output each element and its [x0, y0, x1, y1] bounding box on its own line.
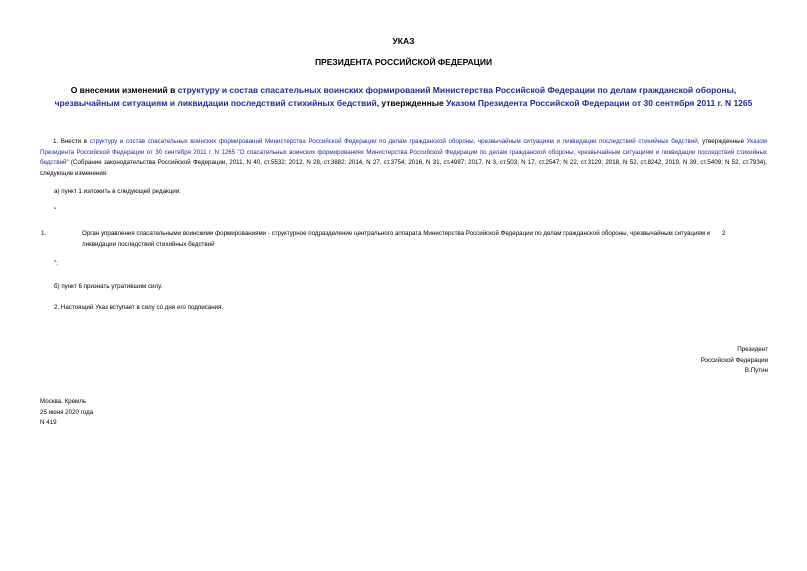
table-row-text: Орган управления спасательными воинскими формированиями - структурное подразделение центрального аппарата Министерства Российской Федерации по делам гражданской обороны, чрезвычайным ситуациям и ликвидации последствий стихийных бедствий	[82, 230, 711, 248]
para1-link-decree[interactable]: Указом Президента Российской Федерации от 30 сентября 2011 г. N 1265 "О спасательных воинских формированиях Министерства Российской Федерации по делам гражданской обороны, чрезвычайным ситуациям и ликвидации последствий стихийных бедствий"	[40, 138, 767, 166]
title-text: О внесении изменений в	[70, 85, 178, 95]
signature-country: Российской Федерации	[700, 356, 768, 364]
footer-place: Москва, Кремль	[40, 398, 87, 405]
title-link-decree[interactable]: Указом Президента Российской Федерации от 30 сентября 2011 г. N 1265	[446, 98, 753, 108]
title-link-structure-cont[interactable]: чрезвычайным ситуациям и ликвидации последствий стихийных бедствий	[54, 98, 377, 108]
para1-text: 1. Внести в	[53, 138, 90, 145]
para1-text-3: (Собрание законодательства Российской Федерации, 2011, N 40, ст.5532; 2012, N 28, ст.3882; 2014, N 27, ст.3754; 2016, N 31, ст.4987; 2017, N 3, ст.503; N 17, ст.2547; N 22, ст.3129; 2018, N 52, ст.8242; 2019, N 39, ст.5409; N 52, ст.7934), следующие изменения:	[40, 159, 767, 177]
signature-name: В.Путин	[744, 367, 768, 374]
item-b: б) пункт 6 признать утратившим силу.	[54, 283, 163, 290]
paragraph-2: 2. Настоящий Указ вступает в силу со дня его подписания.	[54, 304, 224, 311]
footer-date: 25 июня 2020 года	[40, 408, 94, 416]
footer-block	[40, 397, 93, 429]
decree-issuer: ПРЕЗИДЕНТА РОССИЙСКОЙ ФЕДЕРАЦИИ	[314, 57, 493, 67]
table-row-number: 1.	[41, 230, 47, 237]
title-text-2: , утвержденные	[376, 98, 447, 108]
item-a: а) пункт 1 изложить в следующей редакции:	[54, 188, 181, 195]
paragraph-1	[40, 137, 767, 179]
signature-block	[500, 345, 768, 377]
para1-link-structure[interactable]: структуру и состав спасательных воинских формирований Министерства Российской Федерации по делам гражданской обороны, чрезвычайным ситуациям и ликвидации последствий стихийных бедствий	[89, 138, 698, 145]
quote-open: "	[54, 207, 57, 214]
decree-heading: УКАЗ	[392, 36, 415, 46]
title-link-structure[interactable]: структуру и состав спасательных воинских формирований Министерства Российской Федерации по делам гражданской обороны,	[177, 85, 737, 95]
signature-title: Президент	[737, 346, 768, 353]
document-title	[40, 84, 767, 110]
quote-close: ";	[54, 260, 58, 267]
footer-number: N 419	[40, 419, 57, 426]
para1-text-2: , утвержденные	[697, 138, 747, 145]
table-row-count: 2	[722, 230, 726, 237]
